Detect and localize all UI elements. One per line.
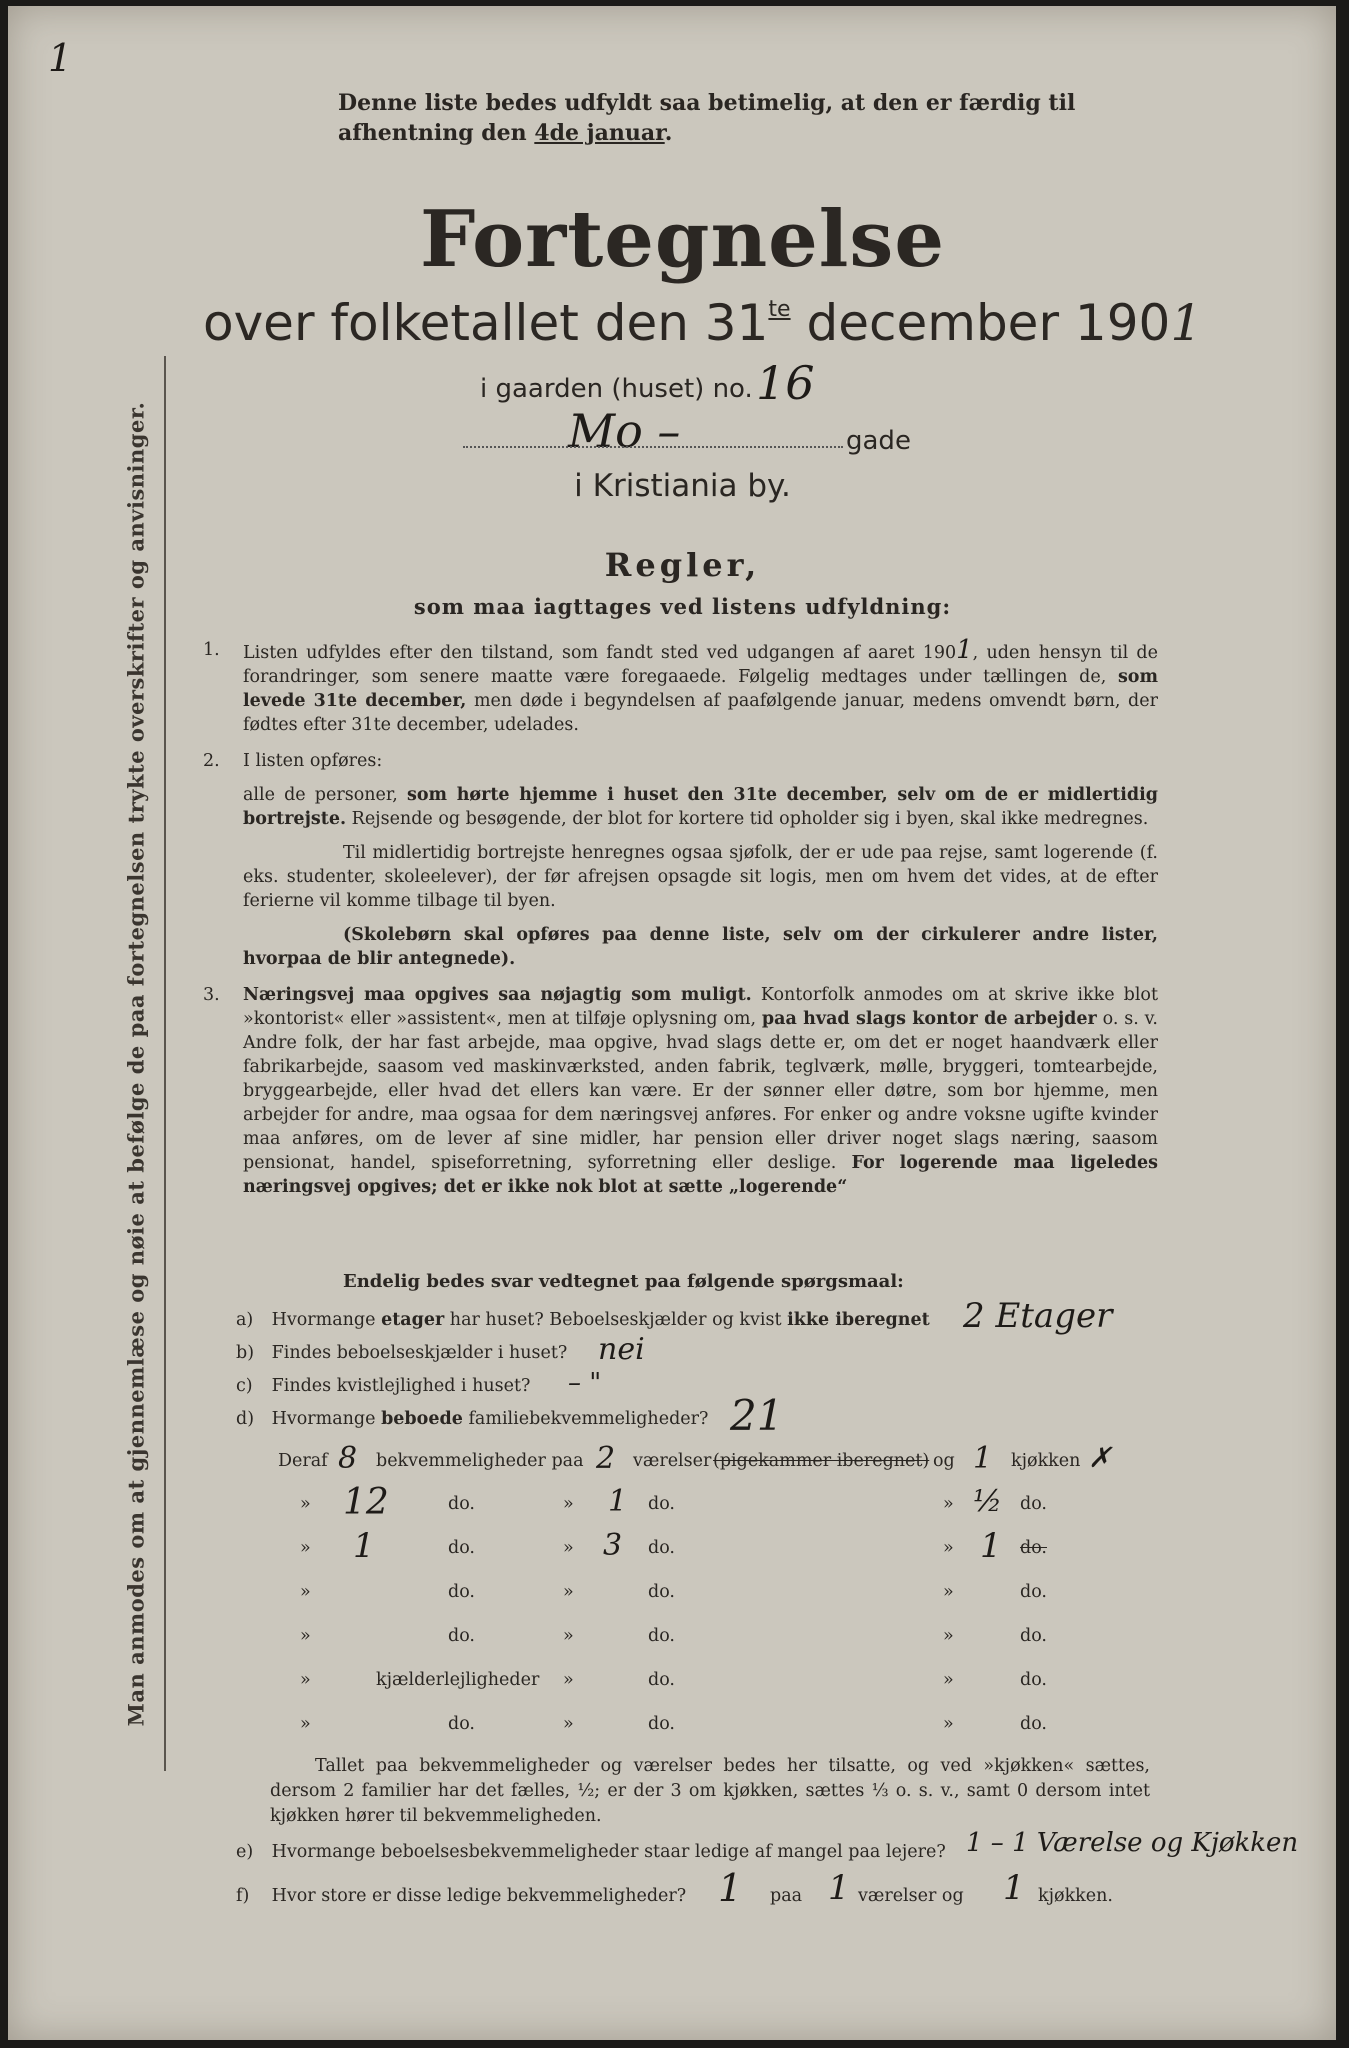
page-subtitle (203, 294, 1202, 352)
rule-2-number: 2. (203, 751, 220, 771)
f-paa-label: paa (770, 1886, 803, 1906)
table-pigekammer-struck: (pigekammer iberegnet) (713, 1451, 930, 1471)
fraction-note (270, 1754, 1150, 1829)
ditto-mark: » (943, 1582, 954, 1602)
question-e (236, 1842, 946, 1862)
table-row-1 (258, 1441, 1138, 1481)
ditto-mark: » (943, 1670, 954, 1690)
notice-line1: Denne liste bedes udfyldt saa betimelig, at den er færdig til (338, 90, 1076, 116)
fraction-note-text: Tallet paa bekvemmeligheder og værelser bedes her tilsatte, og ved »kjøkken« sættes, dersom 2 familier har det fælles, ½; er der 3 om kjøkken, sættes ⅓ o. s. v., samt 0 dersom intet kjøkken hører til bekvemmeligheden. (270, 1756, 1150, 1826)
do-label-struck: do. (1020, 1538, 1047, 1558)
rule-3-bold-1: Næringsvej maa opgives saa nøjagtig som muligt. (243, 985, 752, 1005)
do-label: do. (648, 1670, 675, 1690)
subtitle-text: over folketallet den 31 (203, 294, 769, 352)
side-instructions-text: Man anmodes om at gjennemlæse og nøie at befølge de paa fortegnelsen trykte overskrifter og anvisninger. (123, 401, 149, 1726)
question-d (236, 1409, 708, 1429)
rule-1-number: 1. (203, 640, 220, 660)
question-a-bold-1: etager (381, 1310, 445, 1330)
rule-2-part-a: alle de personer, (243, 785, 398, 805)
table-vaerelser-label: værelser (633, 1451, 712, 1471)
ditto-mark: » (300, 1538, 311, 1558)
question-a (236, 1310, 930, 1330)
do-label: do. (1020, 1494, 1047, 1514)
notice (338, 88, 1158, 148)
table-og-label: og (933, 1451, 955, 1471)
table-row-1-kitchen: 1 (973, 1441, 993, 1476)
table-kjaelder-label: kjælderlejligheder (376, 1670, 540, 1690)
question-a-label: a) (236, 1310, 254, 1330)
questions-heading: Endelig bedes svar vedtegnet paa følgende spørgsmaal: (343, 1271, 904, 1292)
rule-2-part-b: Rejsende og besøgende, der blot for kortere tid opholder sig i byen, skal ikke medregnes. (351, 809, 1149, 829)
table-row-2-count: 12 (343, 1482, 389, 1523)
gaard-label: i gaarden (huset) no. (480, 374, 753, 404)
rule-1-bold: som levede 31te december, (243, 667, 1158, 711)
do-label: do. (448, 1626, 475, 1646)
question-d-bold: beboede (381, 1409, 463, 1429)
f-kjokken-label: kjøkken. (1038, 1886, 1113, 1906)
rule-2-paragraph-2: Til midlertidig bortrejste henregnes ogsaa sjøfolk, der er ude paa rejse, samt logerende (f. eks. studenter, skoleelever), der før afrejsen opsagde sit logis, men om hvem det vides, at de efter ferierne vil komme tilbage til byen. (243, 843, 1158, 911)
street-name-hand: Mo – (568, 404, 681, 458)
rule-1-part-b: , uden hensyn til de forandringer, som senere maatte være foregaaede. Følgelig medtages under tællingen de, (243, 643, 1158, 687)
do-label: do. (1020, 1626, 1047, 1646)
rule-3 (203, 983, 1158, 1199)
rule-1-text (243, 635, 1158, 737)
question-b-label: b) (236, 1343, 255, 1363)
table-row-6 (258, 1670, 1138, 1700)
city-label: i Kristiania by. (574, 468, 791, 504)
table-kjokken-label: kjøkken (1011, 1451, 1081, 1471)
rule-3-part-a: Kontorfolk anmodes om at skrive ikke blot »kontorist« eller »assistent«, men at tilføje oplysning om, (243, 985, 1158, 1029)
ditto-mark: » (300, 1714, 311, 1734)
ditto-mark: » (300, 1494, 311, 1514)
subtitle-superscript: te (768, 297, 791, 322)
answer-e-hand: 1 – 1 Værelse og Kjøkken (966, 1828, 1299, 1858)
do-label: do. (1020, 1582, 1047, 1602)
answer-f-hand-3: 1 (1003, 1868, 1025, 1908)
question-a-bold-2: ikke iberegnet (787, 1310, 930, 1330)
table-bekv-label: bekvemmeligheder paa (376, 1451, 584, 1471)
question-c-text: Findes kvistlejlighed i huset? (271, 1376, 531, 1396)
ditto-mark: » (563, 1582, 574, 1602)
answer-b-hand: nei (598, 1332, 645, 1367)
ditto-mark: » (943, 1714, 954, 1734)
subtitle-year-hand: 1 (1170, 294, 1203, 352)
table-row-3 (258, 1526, 1138, 1568)
table-row-2 (258, 1482, 1138, 1524)
table-deraf-label: Deraf (278, 1451, 328, 1471)
rule-3-number: 3. (203, 985, 220, 1005)
ditto-mark: » (563, 1626, 574, 1646)
table-row-3-count: 1 (353, 1526, 375, 1566)
answer-d-hand: 21 (730, 1391, 784, 1440)
question-d-post: familiebekvemmeligheder? (468, 1409, 709, 1429)
question-c (236, 1376, 530, 1396)
table-row-7 (258, 1714, 1138, 1744)
table-row-2-kitchen: ½ (973, 1484, 1003, 1519)
question-e-label: e) (236, 1842, 254, 1862)
rule-2-text (243, 783, 1158, 831)
rule-1-year-hand: 1 (956, 635, 973, 665)
gade-label: gade (846, 426, 911, 456)
do-label: do. (1020, 1670, 1047, 1690)
ditto-mark: » (300, 1670, 311, 1690)
rule-1-part-a: Listen udfyldes efter den tilstand, som fandt sted ved udgangen af aaret 190 (243, 643, 957, 663)
do-label: do. (648, 1714, 675, 1734)
rule-1-part-c: men døde i begyndelsen af paafølgende januar, medens omvendt børn, der fødtes efter 31te december, udelades. (243, 691, 1158, 735)
notice-line2-prefix: afhentning den (338, 120, 527, 146)
table-row-4 (258, 1582, 1138, 1612)
do-label: do. (448, 1538, 475, 1558)
ditto-mark: » (563, 1494, 574, 1514)
street-dotted-line (463, 446, 843, 448)
question-f-text: Hvor store er disse ledige bekvemmeligheder? (271, 1886, 687, 1906)
rules-list (203, 635, 1158, 1211)
rule-2 (203, 749, 1158, 971)
ditto-mark: » (300, 1582, 311, 1602)
question-b (236, 1343, 567, 1363)
do-label: do. (648, 1626, 675, 1646)
page-number: 1 (48, 36, 73, 80)
rule-2-intro: I listen opføres: (243, 751, 383, 771)
subtitle-text2: december 190 (806, 294, 1171, 352)
page-title: Fortegnelse (420, 194, 945, 285)
do-label: do. (448, 1494, 475, 1514)
answer-f-hand-2: 1 (828, 1868, 850, 1908)
table-row-1-count: 8 (338, 1441, 358, 1476)
rule-3-bold-3: For logerende maa ligeledes næringsvej opgives; det er ikke nok blot at sætte „logerende“ (243, 1153, 1158, 1197)
table-row-1-rooms: 2 (596, 1441, 616, 1476)
do-label: do. (448, 1714, 475, 1734)
answer-a-hand: 2 Etager (963, 1296, 1113, 1336)
rules-subheading: som maa iagttages ved listens udfyldning: (413, 594, 952, 619)
do-label: do. (448, 1582, 475, 1602)
table-row-1-mark: ✗ (1088, 1441, 1112, 1474)
rule-2-bold: som hørte hjemme i huset den 31te december, selv om de er midlertidig bortrejste. (243, 785, 1158, 829)
question-e-text: Hvormange beboelsesbekvemmeligheder staar ledige af mangel paa lejere? (271, 1842, 946, 1862)
ditto-mark: » (563, 1538, 574, 1558)
notice-date: 4de januar (534, 120, 665, 146)
census-form-page (8, 6, 1336, 2040)
question-a-mid: har huset? Beboelseskjælder og kvist (449, 1310, 782, 1330)
ditto-mark: » (943, 1494, 954, 1514)
ditto-mark: » (943, 1626, 954, 1646)
table-row-3-kitchen: 1 (980, 1526, 1002, 1566)
rule-3-text (243, 983, 1158, 1199)
ditto-mark: » (563, 1714, 574, 1734)
answer-f-hand-1: 1 (718, 1866, 743, 1910)
notice-line2-suffix: . (664, 120, 673, 146)
rules-heading: Regler, (604, 546, 761, 584)
ditto-mark: » (300, 1626, 311, 1646)
rule-3-bold-2: paa hvad slags kontor de arbejder (761, 1009, 1097, 1029)
answer-c-hand: – " (568, 1368, 602, 1398)
question-b-text: Findes beboelseskjælder i huset? (271, 1343, 568, 1363)
table-row-2-rooms: 1 (608, 1484, 628, 1519)
question-f (236, 1886, 686, 1906)
question-d-pre: Hvormange (271, 1409, 376, 1429)
rule-1 (203, 635, 1158, 737)
do-label: do. (648, 1538, 675, 1558)
question-d-label: d) (236, 1409, 255, 1429)
question-f-label: f) (236, 1886, 250, 1906)
ditto-mark: » (943, 1538, 954, 1558)
gaard-number-hand: 16 (756, 356, 815, 410)
do-label: do. (648, 1494, 675, 1514)
question-c-label: c) (236, 1376, 253, 1396)
table-row-5 (258, 1626, 1138, 1656)
f-vaerelser-label: værelser og (858, 1886, 964, 1906)
rule-2-paragraph-3: (Skolebørn skal opføres paa denne liste, selv om der cirkulerer andre lister, hvorpaa de blir antegnede). (243, 925, 1158, 969)
rule-3-part-b: o. s. v. Andre folk, der har fast arbejde, maa opgive, hvad slags dette er, om det er noget haandværk eller fabrikarbejde, saasom ved maskinværksted, anden fabrik, teglværk, mølle, bryggeri, tomtearbejde, bryggearbejde, eller hvad det ellers kan være. Er der sønner eller døtre, som bor hjemme, men arbejder for andre, maa ogsaa for dem næringsvej anføres. For enker og andre voksne ugifte kvinder maa anføres, om de lever af sine midler, har pension eller driver noget slags næring, saasom pensionat, handel, spiseforretning, syforretning eller deslige. (243, 1009, 1158, 1173)
notice-line2 (338, 118, 1158, 148)
question-a-pre: Hvormange (271, 1310, 376, 1330)
do-label: do. (648, 1582, 675, 1602)
ditto-mark: » (563, 1670, 574, 1690)
do-label: do. (1020, 1714, 1047, 1734)
table-row-3-rooms: 3 (603, 1528, 623, 1563)
